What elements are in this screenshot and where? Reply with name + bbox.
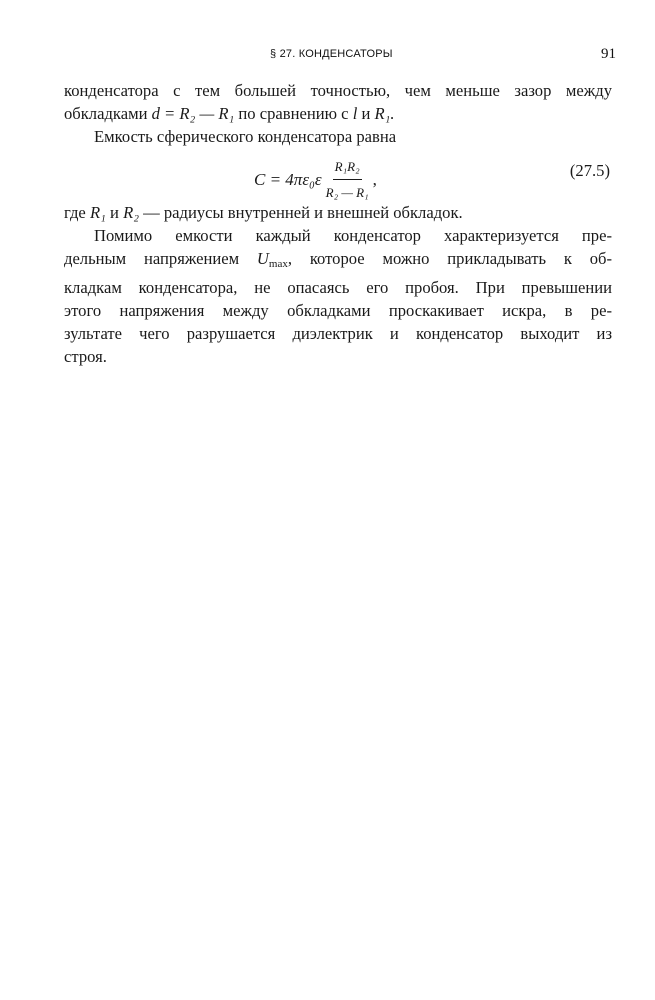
math-symbol: R₁ <box>89 203 106 222</box>
math-symbol: R₂ <box>123 203 139 222</box>
text-line: кладкам конденсатора, не опасаясь его пробоя. При превышении <box>64 278 612 297</box>
formula-punctuation: , <box>372 170 377 189</box>
formula-lhs: C = 4πε₀ε <box>254 170 322 189</box>
fraction <box>324 155 371 204</box>
text-fragment: — радиусы внутренней и внешней обкладок. <box>143 203 463 222</box>
inline-formula: d = R₂ — R₁ <box>151 104 235 123</box>
fraction-denominator: R₂ — R₁ <box>325 185 369 200</box>
math-symbol-u: U <box>256 249 269 268</box>
display-formula <box>64 151 612 200</box>
formula-body <box>254 155 377 204</box>
text-fragment: дельным напряжением <box>64 249 240 268</box>
page-number: 91 <box>601 46 616 62</box>
text-line: строя. <box>64 347 107 366</box>
text-fragment: и <box>361 104 371 123</box>
text-fragment: и <box>110 203 119 222</box>
text-line <box>64 247 612 276</box>
text-line: этого напряжения между обкладками проскакивает искра, в ре- <box>64 301 612 320</box>
paragraph <box>64 201 612 224</box>
paragraph-continuation <box>64 79 612 125</box>
math-symbol <box>257 249 288 268</box>
text-line: конденсатора с тем большей точностью, чем меньше зазор между <box>64 81 612 100</box>
text-line: зультате чего разрушается диэлектрик и конденсатор выходит из <box>64 324 612 343</box>
page-body <box>64 79 612 368</box>
text-line <box>64 102 612 125</box>
math-symbol: l <box>352 104 358 123</box>
text-fragment: где <box>64 203 86 222</box>
paragraph <box>64 125 612 148</box>
page-header <box>0 46 655 66</box>
text-line: Помимо емкости каждый конденсатор характеризуется пре- <box>94 226 612 245</box>
text-fragment: , которое можно прикладывать к об- <box>287 249 612 268</box>
math-symbol: R₁. <box>374 104 395 123</box>
subscript-max: max <box>268 258 288 270</box>
text-line <box>64 201 612 224</box>
text-line: Емкость сферического конденсатора равна <box>94 127 397 146</box>
text-fragment: обкладками <box>64 104 148 123</box>
text-fragment: по сравнению с <box>238 104 349 123</box>
fraction-numerator: R₁R₂ <box>333 155 362 180</box>
paragraph <box>64 224 612 368</box>
equation-number: (27.5) <box>569 161 610 180</box>
running-head: § 27. КОНДЕНСАТОРЫ <box>270 48 393 60</box>
